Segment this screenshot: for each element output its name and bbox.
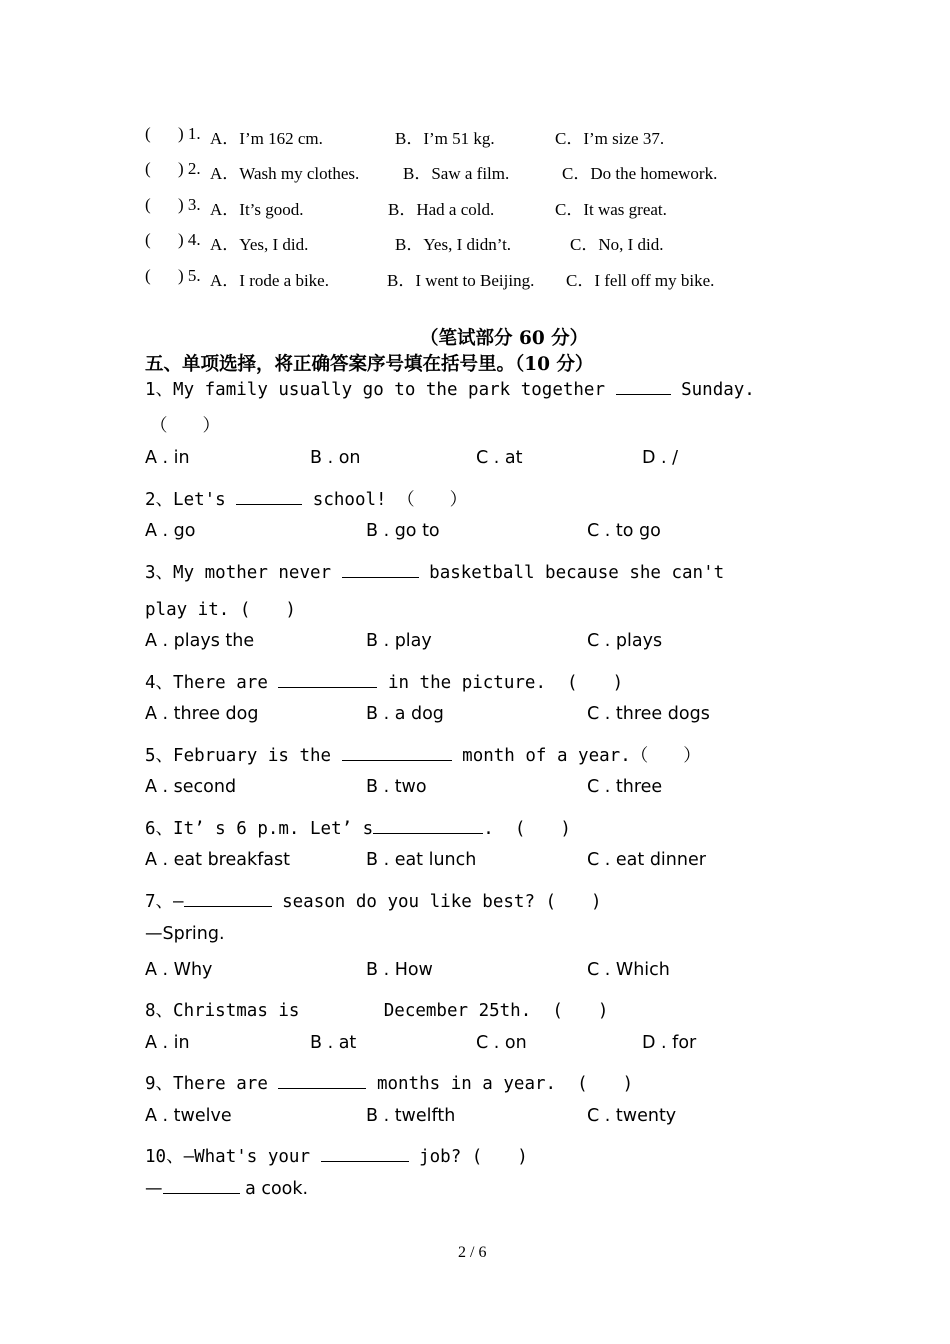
option-c: C．It was great. <box>555 200 667 219</box>
option-b: B．Yes, I didn’t. <box>395 235 512 254</box>
answer-blank[interactable] <box>616 380 671 395</box>
answer-paren[interactable]: ( <box>145 195 151 214</box>
option-a[interactable]: A . three dog <box>145 704 259 724</box>
question-7-answer: —Spring. <box>145 924 225 944</box>
option-c[interactable]: C . three dogs <box>587 704 710 724</box>
answer-blank[interactable] <box>184 892 272 907</box>
question-9: 9、There are months in a year. ( ) <box>145 1074 634 1094</box>
question-number: ) 2. <box>178 159 201 178</box>
answer-blank[interactable] <box>342 746 452 761</box>
question-number: ) 4. <box>178 230 201 249</box>
option-a[interactable]: A . go <box>145 521 196 541</box>
option-b: B．Saw a film. <box>403 164 510 183</box>
option-a[interactable]: A . plays the <box>145 631 255 651</box>
option-a[interactable]: A . eat breakfast <box>145 850 290 870</box>
option-a[interactable]: A . second <box>145 777 237 797</box>
option-b[interactable]: B . twelfth <box>366 1106 456 1126</box>
question-5: 5、February is the month of a year.（ ） <box>145 746 701 766</box>
section-title: 五、单项选择，将正确答案序号填在括号里。（10 分） <box>145 354 594 375</box>
option-a[interactable]: A . Why <box>145 960 213 980</box>
option-c[interactable]: C . three <box>587 777 663 797</box>
option-c: C．Do the homework. <box>562 164 718 183</box>
answer-blank[interactable] <box>373 819 483 834</box>
option-c[interactable]: C . eat dinner <box>587 850 706 870</box>
answer-blank[interactable] <box>236 490 302 505</box>
question-6: 6、It’ s 6 p.m. Let’ s . ( ) <box>145 819 571 839</box>
option-d[interactable]: D . / <box>642 448 679 468</box>
option-b: B．I went to Beijing. <box>387 271 535 290</box>
option-a: A．It’s good. <box>210 200 304 219</box>
question-7: 7、— season do you like best? ( ) <box>145 892 602 912</box>
question-1: 1、My family usually go to the park together Sunday. <box>145 380 755 400</box>
question-10-answer: — a cook. <box>145 1179 309 1199</box>
option-a[interactable]: A . twelve <box>145 1106 232 1126</box>
answer-paren[interactable]: ( <box>145 159 151 178</box>
question-8: 8、Christmas is December 25th. ( ) <box>145 1001 609 1021</box>
option-c: C．No, I did. <box>570 235 664 254</box>
answer-blank[interactable] <box>342 563 419 578</box>
page-number: 2 / 6 <box>458 1244 487 1261</box>
answer-paren[interactable]: ( <box>145 266 151 285</box>
answer-blank[interactable] <box>321 1147 409 1162</box>
option-b[interactable]: B . two <box>366 777 427 797</box>
option-a[interactable]: A . in <box>145 1033 190 1053</box>
answer-paren[interactable]: ( <box>145 124 151 143</box>
option-c[interactable]: C . to go <box>587 521 661 541</box>
option-a: A．Yes, I did. <box>210 235 309 254</box>
answer-blank[interactable] <box>278 1074 366 1089</box>
option-b[interactable]: B . a dog <box>366 704 444 724</box>
option-b: B．Had a cold. <box>388 200 495 219</box>
question-10: 10、—What's your job? ( ) <box>145 1147 528 1167</box>
option-b[interactable]: B . on <box>310 448 361 468</box>
option-a: A．I rode a bike. <box>210 271 329 290</box>
option-a: A．Wash my clothes. <box>210 164 360 183</box>
question-3-cont: play it. ( ) <box>145 600 296 620</box>
option-d[interactable]: D . for <box>642 1033 697 1053</box>
option-b[interactable]: B . eat lunch <box>366 850 477 870</box>
answer-blank[interactable] <box>163 1179 240 1194</box>
question-number: ) 5. <box>178 266 201 285</box>
option-c[interactable]: C . plays <box>587 631 663 651</box>
option-c: C．I fell off my bike. <box>566 271 715 290</box>
option-b[interactable]: B . go to <box>366 521 440 541</box>
option-c: C．I’m size 37. <box>555 129 665 148</box>
question-3: 3、My mother never basketball because she can't <box>145 563 725 583</box>
question-2: 2、Let's school! （ ） <box>145 490 468 510</box>
written-section-header: （笔试部分 60 分） <box>420 328 589 349</box>
question-4: 4、There are in the picture. ( ) <box>145 673 624 693</box>
answer-blank[interactable] <box>278 673 377 688</box>
option-b[interactable]: B . How <box>366 960 433 980</box>
option-b[interactable]: B . at <box>310 1033 357 1053</box>
answer-paren[interactable]: ( <box>145 230 151 249</box>
option-b: B．I’m 51 kg. <box>395 129 495 148</box>
option-c[interactable]: C . on <box>476 1033 527 1053</box>
option-a: A．I’m 162 cm. <box>210 129 323 148</box>
option-c[interactable]: C . at <box>476 448 523 468</box>
question-number: ) 1. <box>178 124 201 143</box>
option-b[interactable]: B . play <box>366 631 432 651</box>
answer-paren[interactable]: （ ） <box>150 416 220 436</box>
option-c[interactable]: C . Which <box>587 960 670 980</box>
option-c[interactable]: C . twenty <box>587 1106 677 1126</box>
question-number: ) 3. <box>178 195 201 214</box>
option-a[interactable]: A . in <box>145 448 190 468</box>
